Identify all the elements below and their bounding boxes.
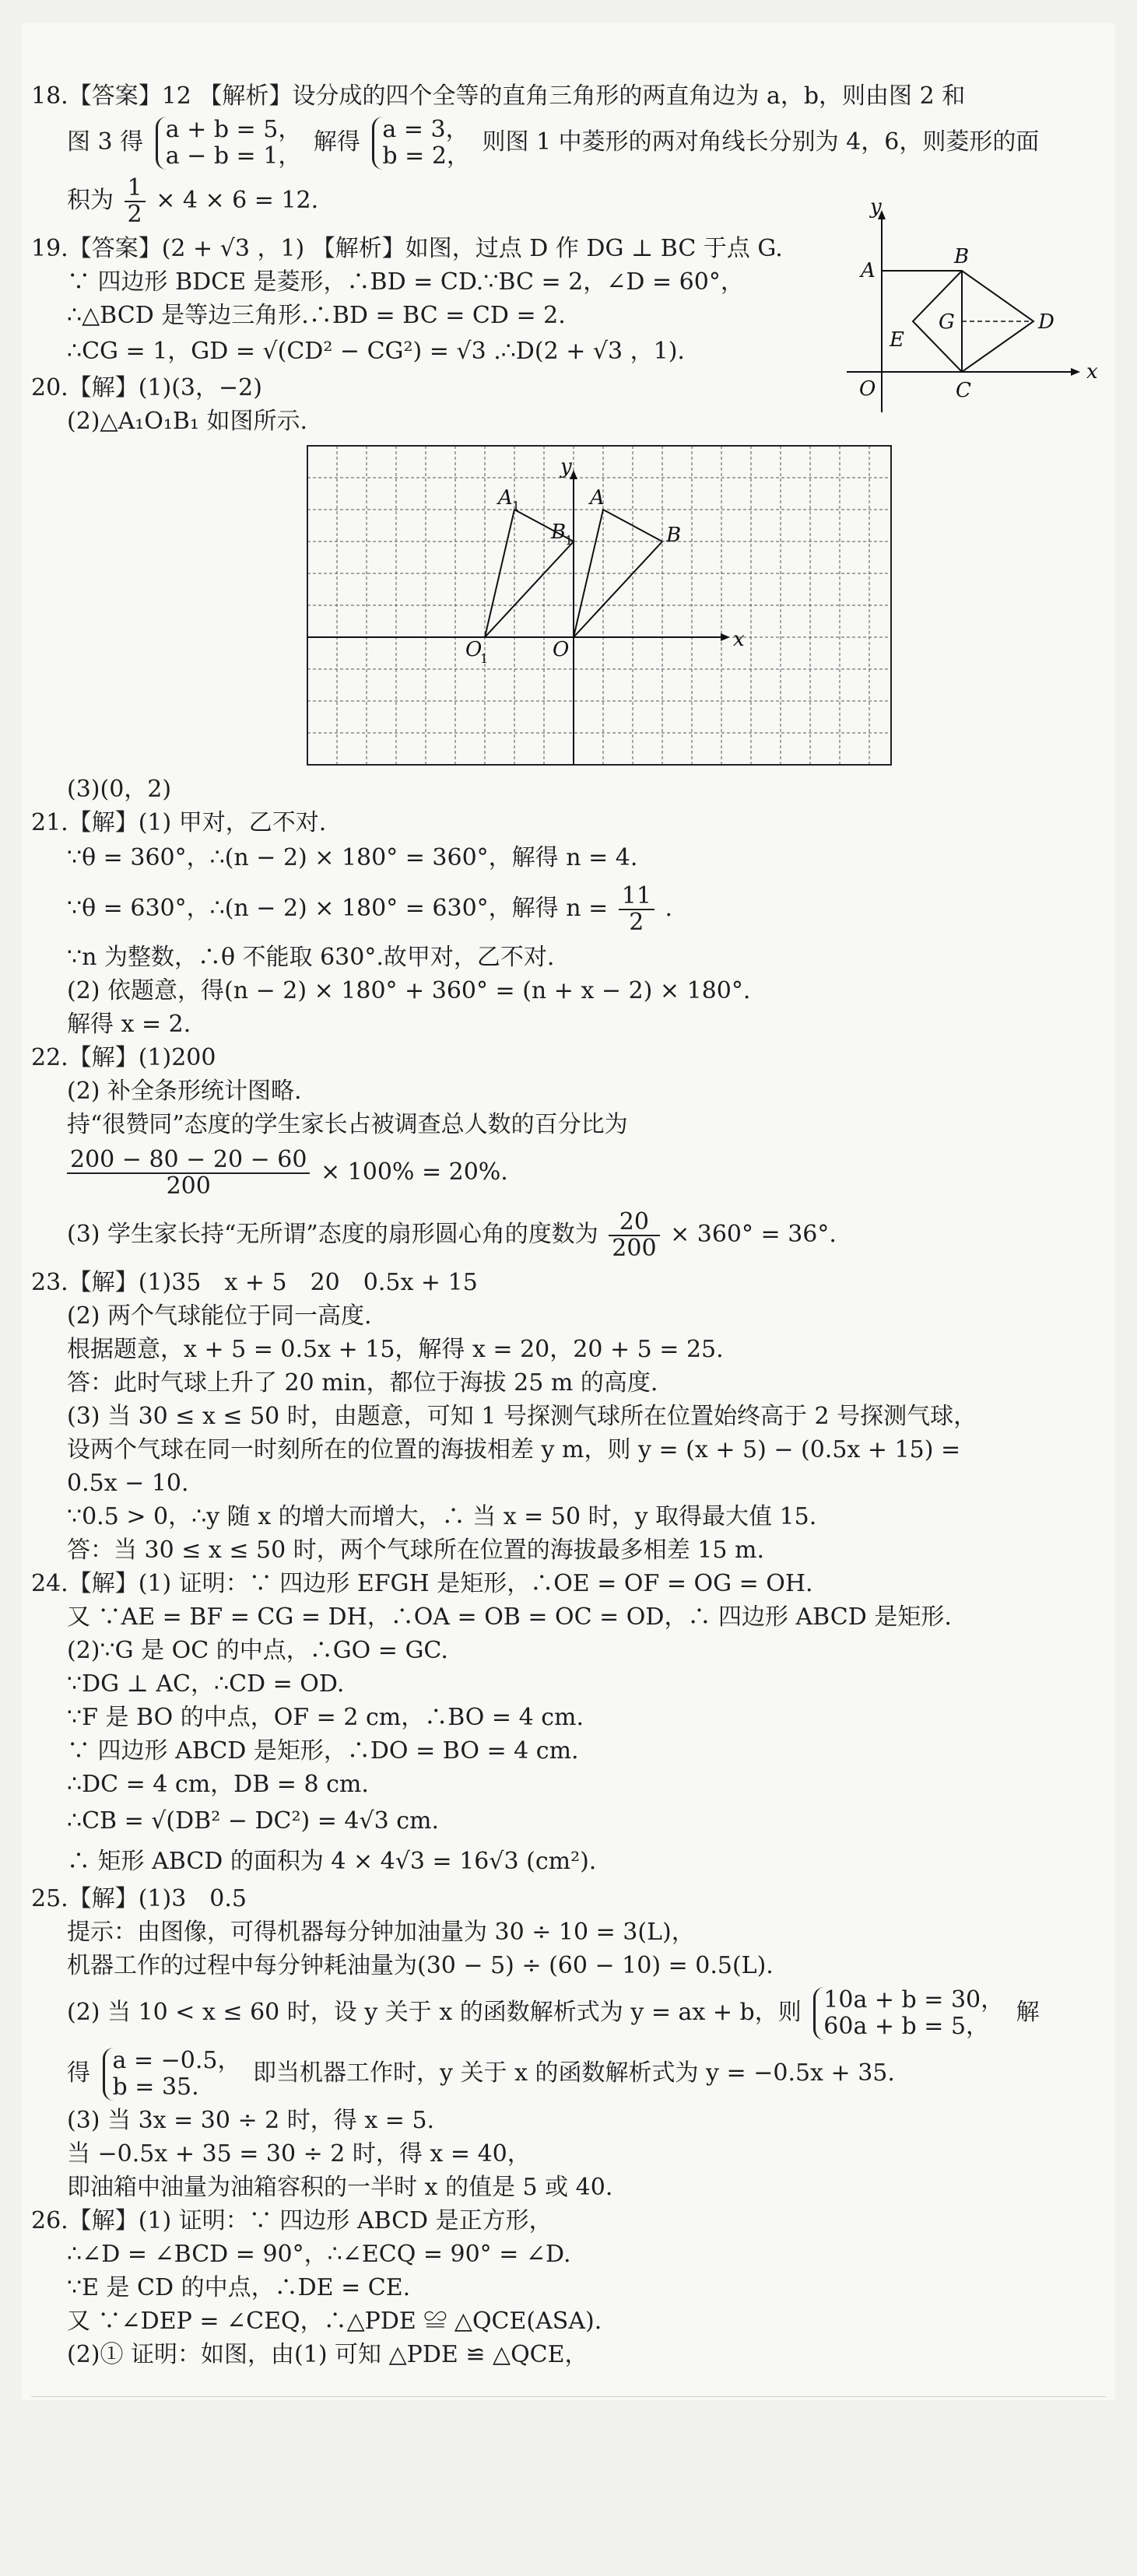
- q21-line-6: 解得 x = 2.: [67, 1011, 191, 1038]
- q23-line-2: (2) 两个气球能位于同一高度.: [67, 1302, 372, 1330]
- q24-line-9: ∴ 矩形 ABCD 的面积为 4 × 4√3 = 16√3 (cm²).: [67, 1848, 597, 1875]
- q23-line-8: ∵0.5 > 0，∴y 随 x 的增大而增大，∴ 当 x = 50 时，y 取得最大值 15.: [67, 1503, 817, 1530]
- bottom-rule: [31, 2396, 1106, 2397]
- svg-text:1: 1: [480, 651, 489, 666]
- fig19-point-g: G: [939, 310, 955, 334]
- q21-line-3: ∵θ = 630°，∴(n − 2) × 180° = 630°，解得 n = $\frac{11}{2}$ .: [67, 882, 673, 936]
- q22-fraction-percent: $\frac{200 - 80 - 20 - 60}{200}$: [67, 1148, 310, 1199]
- q18-equation-system-1: a + b = 5， a − b = 1，: [156, 117, 302, 170]
- q19-rhombus-figure: [839, 195, 1098, 420]
- q20-line-2: (2)△A₁O₁B₁ 如图所示.: [67, 408, 308, 435]
- q24-line-3: (2)∵G 是 OC 的中点，∴GO = GC.: [67, 1637, 448, 1664]
- q20-grid-figure: [31, 438, 1113, 773]
- point-b1-label: B: [551, 520, 567, 544]
- q19-line-1: 19.【答案】(2 + √3 ，1) 【解析】如图，过点 D 作 DG ⊥ BC 于点 G.: [31, 235, 783, 262]
- q23-line-4: 答：此时气球上升了 20 min，都位于海拔 25 m 的高度.: [67, 1369, 658, 1397]
- q18-equation-system-2: a = 3， b = 2，: [372, 117, 470, 170]
- q18-text: 解得: [313, 128, 360, 156]
- fig19-point-a: A: [861, 259, 876, 282]
- q22-line-2: (2) 补全条形统计图略.: [67, 1078, 302, 1105]
- answer-content: [31, 78, 1113, 2371]
- q22-line-4: $\frac{200 - 80 - 20 - 60}{200}$ × 100% = 20%.: [31, 1141, 1113, 1204]
- q21-fraction: $\frac{11}{2}$: [619, 884, 654, 935]
- q24-line-5: ∵F 是 BO 的中点，OF = 2 cm，∴BO = 4 cm.: [67, 1704, 584, 1731]
- q25-line-4: (2) 当 10 < x ≤ 60 时，设 y 关于 x 的函数解析式为 y = ax + b，则 10a + b = 30， 60a + b = 5， 解: [67, 1986, 1040, 2040]
- q25-line-5: 得 a = −0.5， b = 35. 即当机器工作时，y 关于 x 的函数解析式为 y = −0.5x + 35.: [67, 2047, 895, 2101]
- q24-line-8: ∴CB = √(DB² − DC²) = 4√3 cm.: [67, 1807, 440, 1835]
- q24-line-4: ∵DG ⊥ AC，∴CD = OD.: [67, 1670, 345, 1698]
- q18-text: 图 3 得: [67, 128, 144, 156]
- q25-line-1: 25.【解】(1)3 0.5: [31, 1885, 247, 1912]
- q26-line-1: 26.【解】(1) 证明：∵ 四边形 ABCD 是正方形，: [31, 2207, 553, 2234]
- q21-line-1: 21.【解】(1) 甲对，乙不对.: [31, 809, 327, 836]
- q21-line-5: (2) 依题意，得(n − 2) × 180° + 360° = (n + x − 2) × 180°.: [67, 977, 751, 1004]
- coordinate-grid-svg: [304, 442, 895, 769]
- q22-line-1: 22.【解】(1)200: [31, 1044, 216, 1071]
- fig19-axis-y: y: [870, 195, 882, 219]
- q23-line-1: 23.【解】(1)35 x + 5 20 0.5x + 15: [31, 1269, 478, 1296]
- fig19-axis-x: x: [1086, 360, 1098, 384]
- q20-line-3: (3)(0，2): [67, 776, 172, 803]
- q19-line-2: ∵ 四边形 BDCE 是菱形，∴BD = CD.∵BC = 2，∠D = 60°，: [67, 268, 744, 296]
- point-b-label: B: [666, 524, 682, 547]
- q21-line-4: ∵n 为整数，∴θ 不能取 630°.故甲对，乙不对.: [67, 944, 555, 971]
- q20-line-1: 20.【解】(1)(3，−2): [31, 374, 262, 401]
- q23-line-7: 0.5x − 10.: [67, 1470, 189, 1497]
- q23-line-3: 根据题意，x + 5 = 0.5x + 15，解得 x = 20，20 + 5 = 25.: [67, 1336, 724, 1363]
- q25-equation-system-1: 10a + b = 30， 60a + b = 5，: [813, 1987, 1004, 2040]
- q23-line-5: (3) 当 30 ≤ x ≤ 50 时，由题意，可知 1 号探测气球所在位置始终高于 2 号探测气球，: [67, 1403, 977, 1430]
- q25-line-7: 当 −0.5x + 35 = 30 ÷ 2 时，得 x = 40，: [67, 2140, 531, 2168]
- q21-line-2: ∵θ = 360°，∴(n − 2) × 180° = 360°，解得 n = 4.: [67, 844, 638, 871]
- fig19-point-d: D: [1038, 310, 1055, 334]
- q26-line-4: 又 ∵∠DEP = ∠CEQ，∴△PDE ≌ △QCE(ASA).: [67, 2308, 602, 2335]
- q22-fraction-angle: $\frac{20}{200}$: [609, 1210, 659, 1261]
- fig19-point-o: O: [859, 377, 876, 401]
- q26-line-5: (2)① 证明：如图，由(1) 可知 △PDE ≌ △QCE，: [67, 2341, 588, 2368]
- axis-y-label: y: [560, 455, 572, 478]
- svg-text:1: 1: [565, 533, 574, 548]
- fig19-point-c: C: [956, 379, 971, 402]
- q22-line-5: (3) 学生家长持“无所谓”态度的扇形圆心角的度数为 $\frac{20}{200}$ × 360° = 36°.: [67, 1208, 837, 1262]
- q24-line-2: 又 ∵AE = BF = CG = DH，∴OA = OB = OC = OD，∴ 四边形 ABCD 是矩形.: [67, 1603, 952, 1631]
- q25-line-8: 即油箱中油量为油箱容积的一半时 x 的值是 5 或 40.: [67, 2174, 613, 2201]
- q18-line-2: [31, 115, 1113, 170]
- q26-line-3: ∵E 是 CD 的中点，∴DE = CE.: [67, 2274, 411, 2301]
- q18-line-3: 积为 $\frac{1}{2}$ × 4 × 6 = 12.: [67, 174, 319, 228]
- q19-line-3: ∴△BCD 是等边三角形.∴BD = BC = CD = 2.: [67, 302, 566, 329]
- point-o1-label: O: [465, 638, 483, 661]
- fig19-point-b: B: [954, 245, 970, 268]
- q18-fraction: $\frac{1}{2}$: [125, 176, 146, 227]
- q18-text: 则图 1 中菱形的两对角线长分别为 4，6，则菱形的面: [482, 128, 1040, 156]
- q23-line-9: 答：当 30 ≤ x ≤ 50 时，两个气球所在位置的海拔最多相差 15 m.: [67, 1537, 764, 1564]
- q25-equation-system-2: a = −0.5， b = 35.: [103, 2048, 241, 2101]
- q18-line-1: 18.【答案】12 【解析】设分成的四个全等的直角三角形的两直角边为 a，b，则由图 2 和: [31, 82, 966, 110]
- svg-text:1: 1: [512, 499, 521, 513]
- point-a1-label: A: [498, 486, 513, 510]
- q26-line-2: ∴∠D = ∠BCD = 90°，∴∠ECQ = 90° = ∠D.: [67, 2241, 571, 2268]
- q25-line-3: 机器工作的过程中每分钟耗油量为(30 − 5) ÷ (60 − 10) = 0.5(L).: [67, 1952, 774, 1979]
- axis-x-label: x: [733, 628, 745, 651]
- q19-line-4: ∴CG = 1，GD = √(CD² − CG²) = √3 .∴D(2 + √3 ，1).: [67, 338, 685, 365]
- point-a-label: A: [590, 486, 605, 510]
- q24-line-7: ∴DC = 4 cm，DB = 8 cm.: [67, 1771, 369, 1798]
- q24-line-1: 24.【解】(1) 证明：∵ 四边形 EFGH 是矩形，∴OE = OF = OG = OH.: [31, 1570, 813, 1597]
- q24-line-6: ∵ 四边形 ABCD 是矩形，∴DO = BO = 4 cm.: [67, 1737, 579, 1765]
- q23-line-6: 设两个气球在同一时刻所在的位置的海拔相差 y m，则 y = (x + 5) − (0.5x + 15) =: [67, 1436, 961, 1463]
- q25-line-2: 提示：由图像，可得机器每分钟加油量为 30 ÷ 10 = 3(L)，: [67, 1919, 695, 1946]
- q25-line-6: (3) 当 3x = 30 ÷ 2 时，得 x = 5.: [67, 2107, 435, 2134]
- q22-line-3: 持“很赞同”态度的学生家长占被调查总人数的百分比为: [67, 1111, 628, 1138]
- point-o-label: O: [553, 638, 570, 661]
- fig19-point-e: E: [890, 328, 904, 352]
